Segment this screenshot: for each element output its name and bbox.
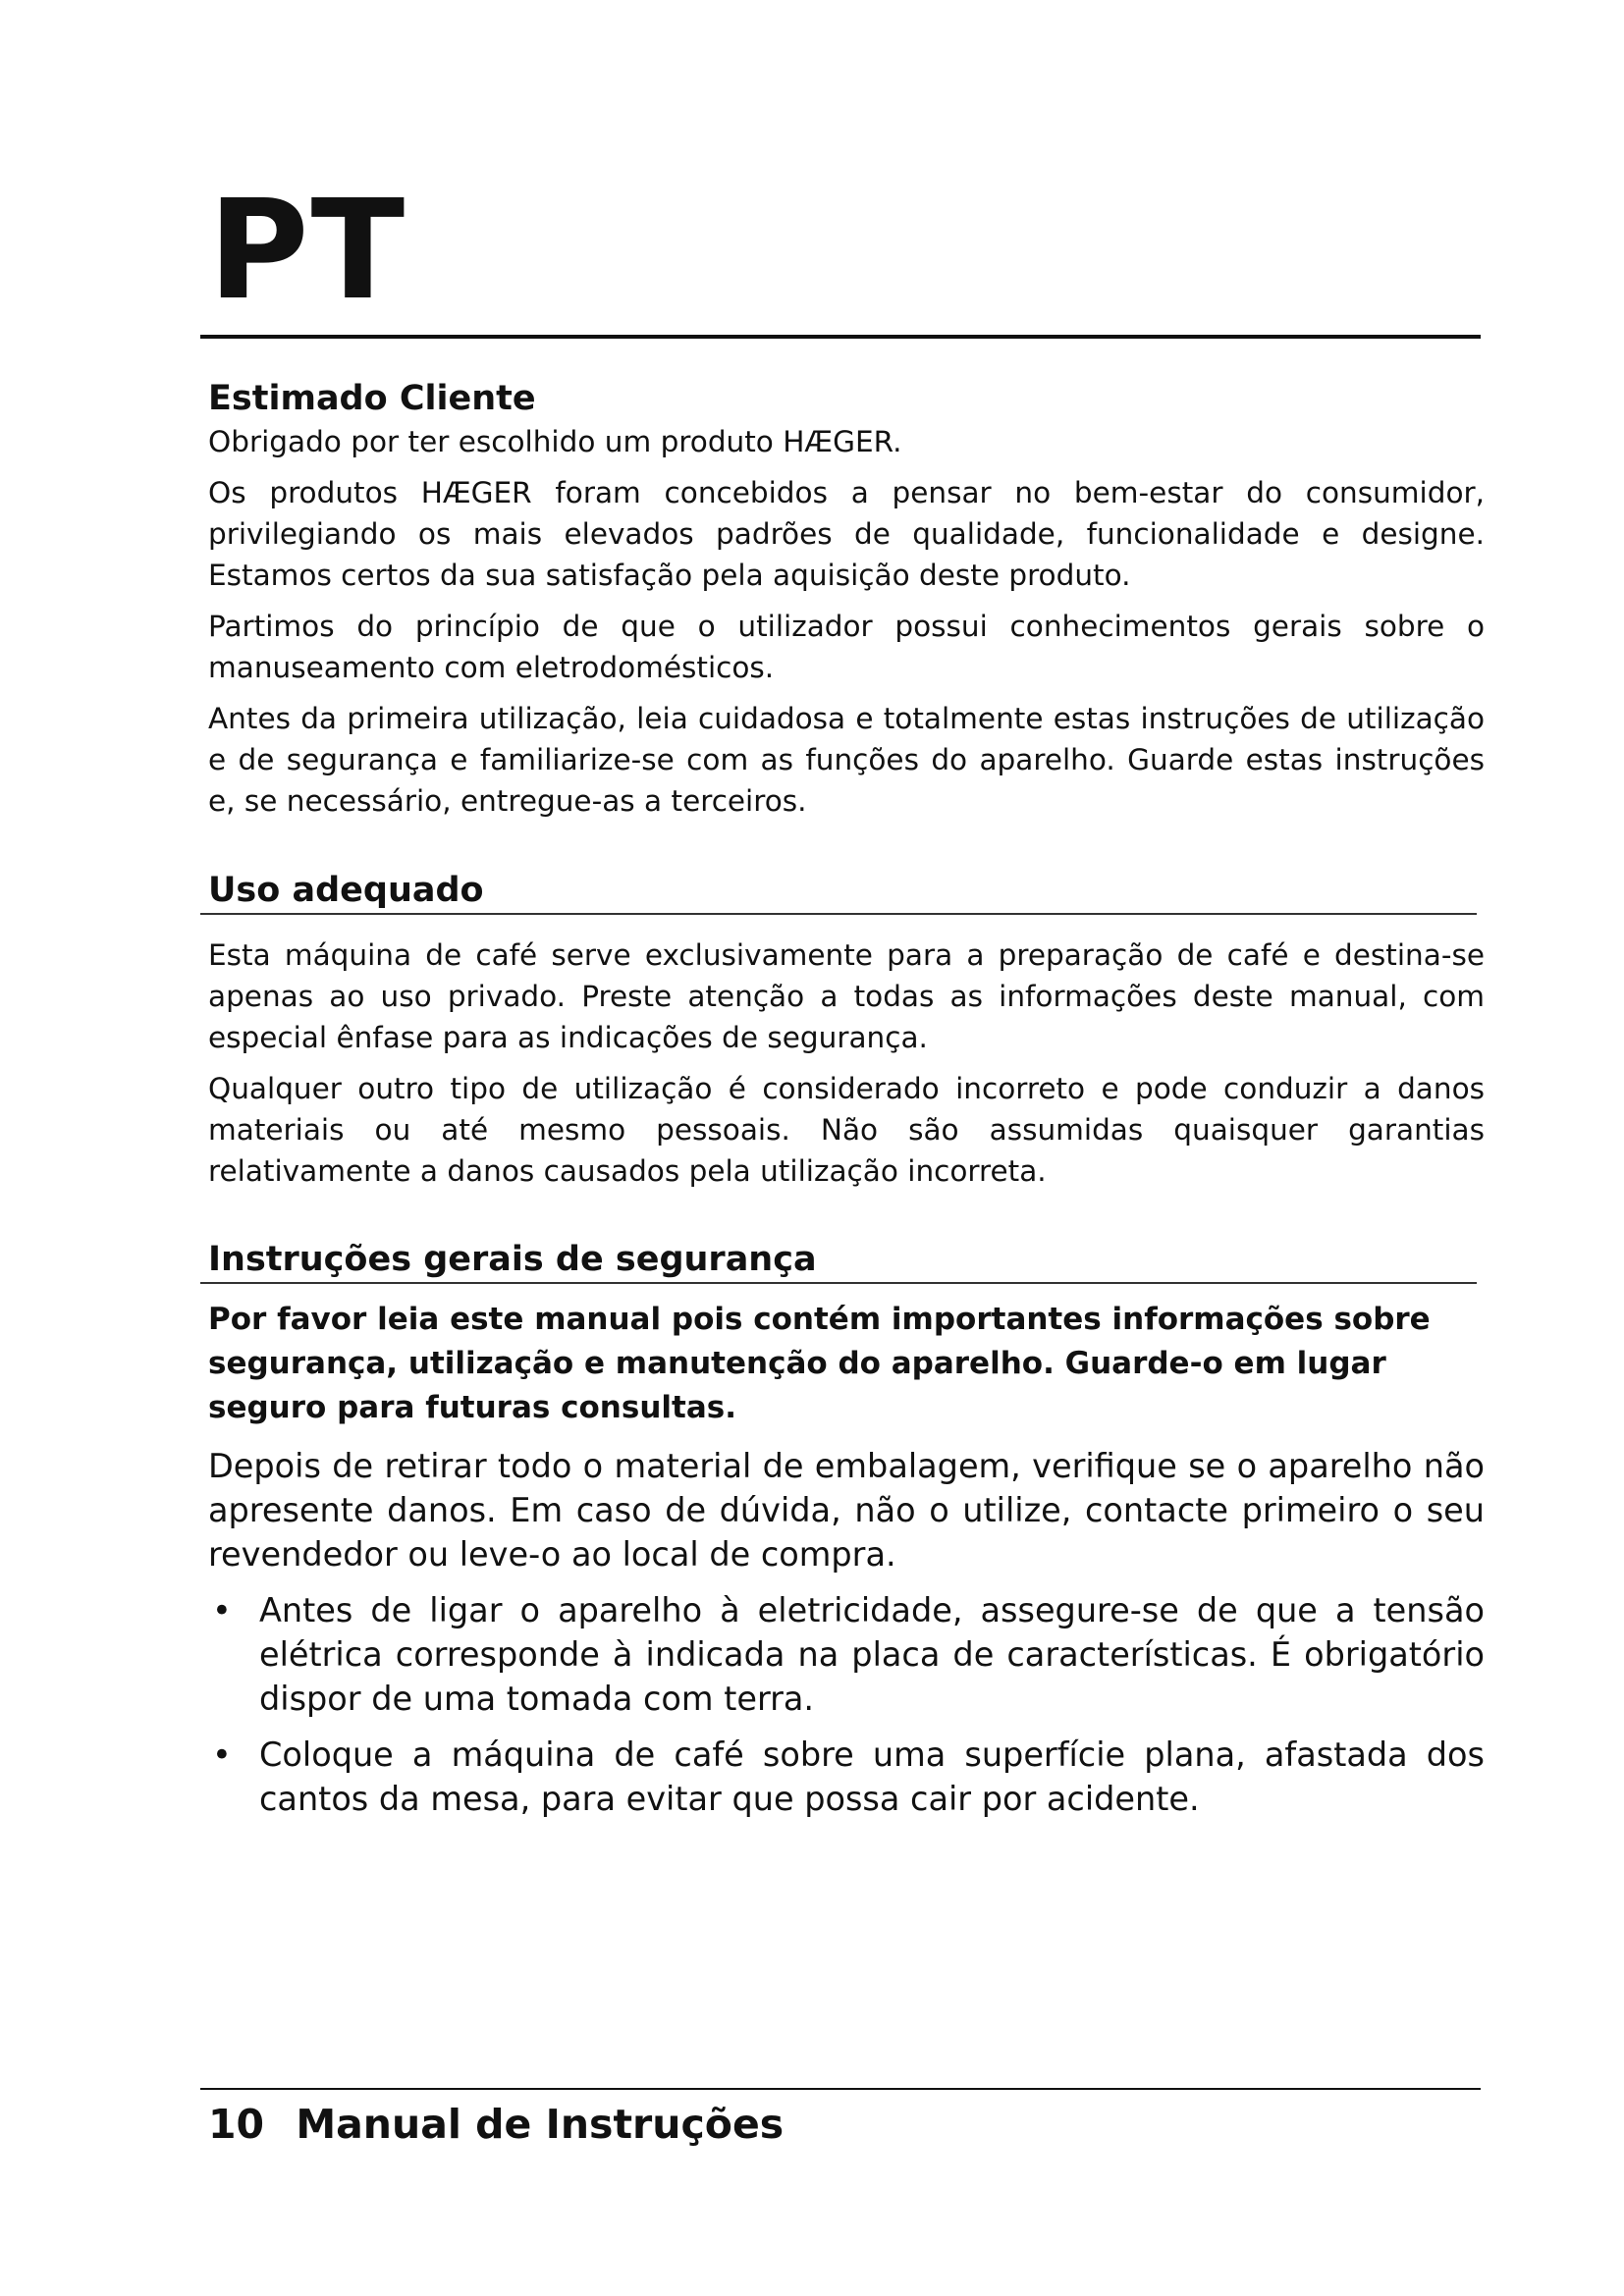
section-title: Uso adequado — [208, 871, 484, 910]
paragraph: Qualquer outro tipo de utilização é considerado incorreto e pode conduzir a danos materiais ou até mesmo pessoais. Não são assumidas quaisquer garantias relativamente a danos causados pela utilização incorreta. — [208, 1072, 1485, 1188]
section-divider — [200, 1282, 1477, 1284]
list-item — [208, 1733, 1485, 1821]
footer-divider — [200, 2088, 1481, 2090]
section-title: Instruções gerais de segurança — [208, 1240, 817, 1279]
paragraph: Depois de retirar todo o material de embalagem, verifique se o aparelho não apresente danos. Em caso de dúvida, não o utilize, contacte primeiro o seu revendedor ou leve-o ao local de compra. — [208, 1447, 1485, 1574]
paragraph: Antes da primeira utilização, leia cuidadosa e totalmente estas instruções de utilização e de segurança e familiarize-se com as funções do aparelho. Guarde estas instruções e, se necessário, entregue-as a terceiros. — [208, 702, 1485, 818]
section-title: Estimado Cliente — [208, 379, 536, 418]
manual-title: Manual de Instruções — [296, 2101, 785, 2148]
safety-bullet-list — [208, 1588, 1485, 1821]
page-number: 10 — [208, 2101, 265, 2148]
language-code-heading: PT — [208, 171, 407, 331]
paragraph: Partimos do princípio de que o utilizador possui conhecimentos gerais sobre o manuseamento com eletrodomésticos. — [208, 610, 1485, 684]
paragraph: Esta máquina de café serve exclusivamente para a preparação de café e destina-se apenas ao uso privado. Preste atenção a todas as informações deste manual, com especial ênfase para as indicações de segurança. — [208, 938, 1485, 1054]
section-instrucoes-seguranca — [208, 1239, 1485, 1833]
section-estimado-cliente — [208, 378, 1485, 831]
section-uso-adequado — [208, 870, 1485, 1201]
paragraph: Os produtos HÆGER foram concebidos a pensar no bem-estar do consumidor, privilegiando os mais elevados padrões de qualidade, funcionalidade e designe. Estamos certos da sua satisfação pela aquisição deste produto. — [208, 476, 1485, 592]
list-item-text: Coloque a máquina de café sobre uma superfície plana, afastada dos cantos da mesa, para evitar que possa cair por acidente. — [259, 1735, 1485, 1818]
paragraph: Obrigado por ter escolhido um produto HÆGER. — [208, 425, 902, 458]
safety-intro: Por favor leia este manual pois contém importantes informações sobre segurança, utilização e manutenção do aparelho. Guarde-o em lugar seguro para futuras consultas. — [208, 1302, 1431, 1425]
header-divider — [200, 335, 1481, 339]
section-divider — [200, 913, 1477, 915]
page-footer — [208, 2099, 784, 2150]
bullet-icon: • — [212, 1735, 232, 1774]
list-item-text: Antes de ligar o aparelho à eletricidade, assegure-se de que a tensão elétrica corresponde à indicada na placa de características. É obrigatório dispor de uma tomada com terra. — [259, 1591, 1485, 1718]
bullet-icon: • — [212, 1591, 232, 1629]
list-item — [208, 1588, 1485, 1721]
